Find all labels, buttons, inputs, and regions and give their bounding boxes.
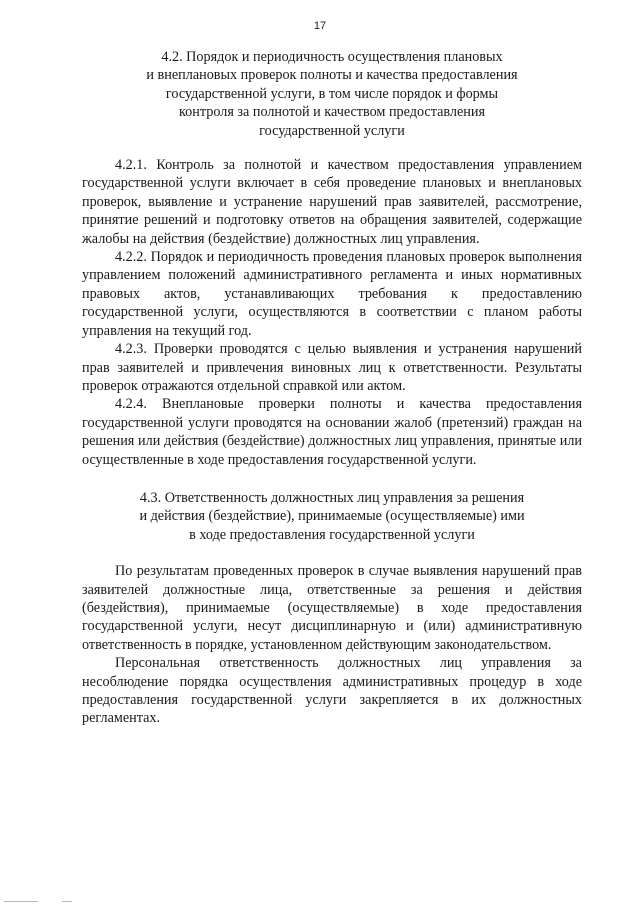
paragraph-4-2-2: 4.2.2. Порядок и периодичность проведения плановых проверок выполнения управлением положений административного регламента и иных нормативных правовых актов, устанавливающих требования к предоставлению государственной услуги, осуществляются в соответствии с планом работы управления на текущий год.: [82, 249, 582, 339]
paragraph-4-3-1: По результатам проведенных проверок в случае выявления нарушений прав заявителей должностные лица, ответственные за решения и действия (бездействия), принимаемые (осуществляемые) в ходе предоставления государственной услуги, несут дисциплинарную и (или) административную ответственность в порядке, установленном действующим законодательством.: [82, 563, 582, 653]
section-4-2-heading: [82, 48, 582, 140]
heading-line: и действия (бездействие), принимаемые (осуществляемые) ими: [139, 508, 525, 525]
section-4-3-heading: [82, 489, 582, 544]
page-number: 17: [313, 20, 327, 32]
scan-edge-mark: [4, 901, 38, 902]
heading-line: и внеплановых проверок полноты и качества предоставления: [146, 67, 518, 84]
paragraph-4-3-2: Персональная ответственность должностных лиц управления за несоблюдение порядка осуществления административных процедур в ходе предоставления государственной услуги закрепляется в их должностных регламентах.: [82, 655, 582, 727]
document-body: [82, 48, 582, 728]
heading-line: 4.2. Порядок и периодичность осуществления плановых: [161, 49, 503, 65]
paragraph-4-2-3: 4.2.3. Проверки проводятся с целью выявления и устранения нарушений прав заявителей и привлечения виновных лиц к ответственности. Результаты проверок отражаются отдельной справкой или актом.: [82, 341, 582, 394]
scan-edge-mark: [62, 901, 72, 902]
paragraph-4-2-4: 4.2.4. Внеплановые проверки полноты и качества предоставления государственной услуги проводятся на основании жалоб (претензий) граждан на решения или действия (бездействие) должностных лиц управления, принятые или осуществленные в ходе предоставления государственной услуги.: [82, 396, 582, 468]
paragraph-4-2-1: 4.2.1. Контроль за полнотой и качеством предоставления управлением государственной услуги включает в себя проведение плановых и внеплановых проверок, выявление и устранение нарушений прав заявителей, рассмотрение, принятие решений и подготовку ответов на обращения заявителей, содержащие жалобы на действия (бездействие) должностных лиц управления.: [82, 157, 582, 247]
heading-line: государственной услуги, в том числе порядок и формы: [165, 85, 499, 102]
heading-line: государственной услуги: [259, 122, 405, 139]
heading-line: 4.3. Ответственность должностных лиц управления за решения: [139, 489, 525, 506]
heading-line: в ходе предоставления государственной услуги: [189, 526, 475, 543]
heading-line: контроля за полнотой и качеством предоставления: [179, 104, 485, 121]
